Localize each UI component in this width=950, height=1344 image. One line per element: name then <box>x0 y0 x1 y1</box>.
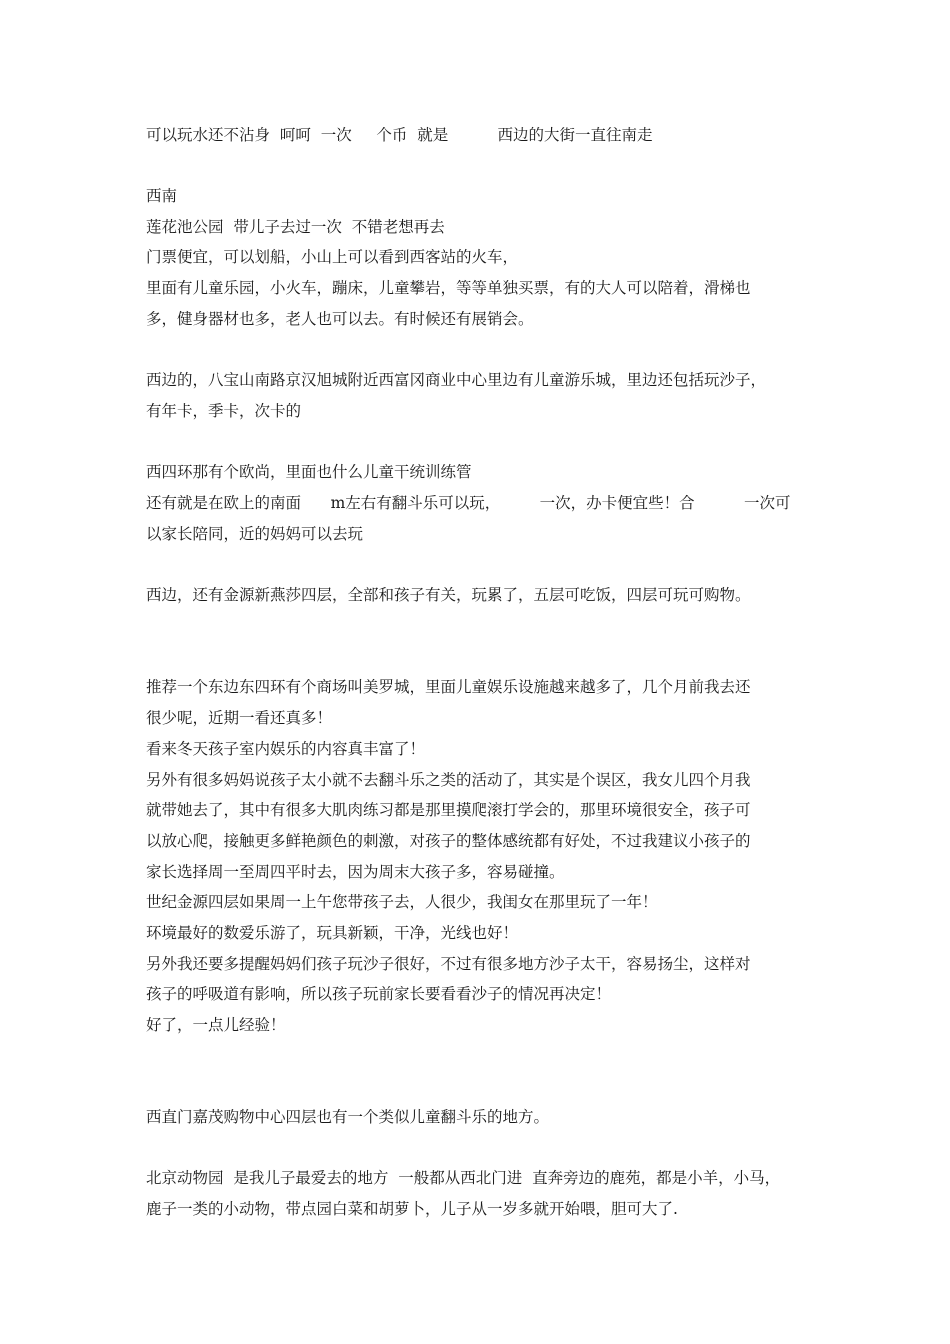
text-line: 莲花池公园 带儿子去过一次 不错老想再去 <box>146 218 445 236</box>
text-line: 西南 <box>146 187 178 205</box>
text-line: 看来冬天孩子室内娱乐的内容真丰富了！ <box>146 740 426 758</box>
text-line: 很少呢，近期一看还真多！ <box>146 709 333 727</box>
text-line: 里面有儿童乐园，小火车，蹦床，儿童攀岩，等等单独买票，有的大人可以陪着，滑梯也 <box>146 279 751 297</box>
text-line: 西边，还有金源新燕莎四层，全部和孩子有关，玩累了，五层可吃饭，四层可玩可购物。 <box>146 586 751 604</box>
text-line: 好了，一点儿经验！ <box>146 1016 286 1034</box>
text-line: 就带她去了，其中有很多大肌肉练习都是那里摸爬滚打学会的，那里环境很安全，孩子可 <box>146 801 751 819</box>
text-line: 多，健身器材也多，老人也可以去。有时候还有展销会。 <box>146 310 534 328</box>
text-line: 西四环那有个欧尚，里面也什么儿童干统训练管 <box>146 463 472 481</box>
text-line: 推荐一个东边东四环有个商场叫美罗城，里面儿童娱乐设施越来越多了，几个月前我去还 <box>146 678 751 696</box>
text-line: 另外我还要多提醒妈妈们孩子玩沙子很好，不过有很多地方沙子太干，容易扬尘，这样对 <box>146 955 751 973</box>
text-line: 有年卡，季卡，次卡的 <box>146 402 302 420</box>
text-line: 可以玩水还不沾身 呵呵 一次 个币 就是 西边的大街一直往南走 <box>146 126 653 144</box>
text-line: 家长选择周一至周四平时去，因为周末大孩子多，容易碰撞。 <box>146 863 565 881</box>
text-line: 还有就是在欧上的南面 m左右有翻斗乐可以玩， 一次，办卡便宜些！合 一次可 <box>146 494 791 512</box>
text-line: 西边的，八宝山南路京汉旭城附近西富冈商业中心里边有儿童游乐城，里边还包括玩沙子， <box>146 371 767 389</box>
text-line: 以家长陪同，近的妈妈可以去玩 <box>146 525 364 543</box>
text-line: 北京动物园 是我儿子最爱去的地方 一般都从西北门进 直奔旁边的鹿苑，都是小羊，小马， <box>146 1169 781 1187</box>
text-line: 另外有很多妈妈说孩子太小就不去翻斗乐之类的活动了，其实是个误区，我女儿四个月我 <box>146 771 751 789</box>
text-line: 门票便宜，可以划船，小山上可以看到西客站的火车， <box>146 248 519 266</box>
text-line: 以放心爬，接触更多鲜艳颜色的刺激，对孩子的整体感统都有好处，不过我建议小孩子的 <box>146 832 751 850</box>
text-line: 鹿子一类的小动物，带点园白菜和胡萝卜，儿子从一岁多就开始喂，胆可大了. <box>146 1200 678 1218</box>
text-line: 环境最好的数爱乐游了，玩具新颖，干净，光线也好！ <box>146 924 519 942</box>
text-line: 世纪金源四层如果周一上午您带孩子去，人很少，我闺女在那里玩了一年！ <box>146 893 658 911</box>
text-line: 孩子的呼吸道有影响，所以孩子玩前家长要看看沙子的情况再决定！ <box>146 985 612 1003</box>
text-line: 西直门嘉茂购物中心四层也有一个类似儿童翻斗乐的地方。 <box>146 1108 550 1126</box>
